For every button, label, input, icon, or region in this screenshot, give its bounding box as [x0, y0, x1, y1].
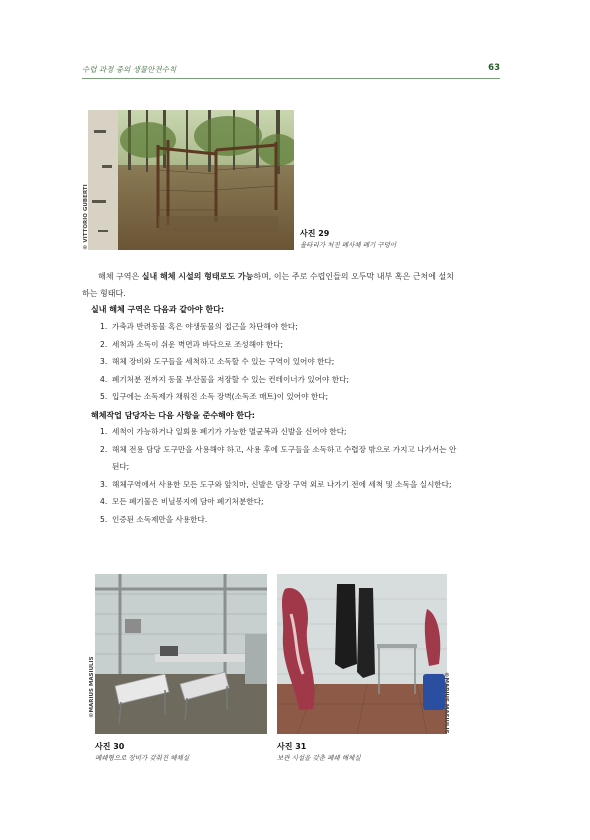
photo-31-number: 사진 31	[277, 742, 307, 751]
section-1-heading: 실내 해체 구역은 다음과 같아야 한다:	[91, 305, 225, 314]
photo-31-caption: 보관 시설을 갖춘 폐쇄 해체실	[277, 754, 361, 762]
photo-29-caption: 울타리가 처진 폐사체 폐기 구덩이	[300, 241, 397, 249]
list-item: 3. 해체구역에서 사용한 모든 도구와 앞치마, 신발은 담장 구역 외로 나가기 전에 세척 및 소독을 실시한다;	[100, 479, 452, 489]
page-header	[82, 62, 500, 78]
photo-29-credit: © VITTORIO GUBERTI	[83, 184, 89, 250]
list-item: 2. 해체 전용 담당 도구만을 사용해야 하고, 사용 후에 도구들을 소독하고 수렵장 밖으로 가지고 나가서는 안 된다;	[100, 444, 457, 471]
list-item: 1. 세척이 가능하거나 일회용 폐기가 가능한 멸균복과 신발을 신어야 한다;	[100, 427, 347, 436]
header-divider	[82, 78, 500, 79]
photo-31-storage-room	[277, 574, 447, 734]
photo-30-credit: ©MARIUS MASIULIS	[89, 656, 95, 718]
photo-29-number: 사진 29	[300, 229, 330, 238]
running-title: 수렵 과정 중의 생물안전수칙	[82, 65, 177, 74]
list-item: 4. 폐기처분 전까지 동물 부산물을 저장할 수 있는 컨테이너가 있어야 한다;	[100, 374, 350, 384]
list-item: 5. 입구에는 소독제가 채워진 소독 장벽(소독조 매트)이 있어야 한다;	[100, 392, 329, 401]
intro-text-bold: 실내 해체 시설의 형태로도 가능	[141, 272, 254, 281]
list-item: 5. 인증된 소독제만을 사용한다.	[100, 514, 208, 524]
intro-paragraph	[82, 268, 456, 302]
intro-text-pre: 해체 구역은	[98, 272, 142, 281]
section-1-list	[100, 318, 460, 406]
list-item: 1. 가축과 반려동물 혹은 야생동물의 접근을 차단해야 한다;	[100, 322, 298, 331]
photo-29-fenced-pit	[88, 110, 294, 250]
section-2-heading: 해체작업 담당자는 다음 사항을 준수해야 한다:	[91, 411, 255, 420]
page-number: 63	[488, 63, 500, 73]
list-item: 2. 세척과 소독이 쉬운 벽면과 바닥으로 조성해야 한다;	[100, 339, 284, 349]
list-item: 3. 해체 장비와 도구들을 세척하고 소독할 수 있는 구역이 있어야 한다;	[100, 357, 335, 366]
section-2-list	[100, 423, 460, 528]
photo-30-caption: 폐쇄형으로 장비가 갖춰진 해체실	[95, 754, 190, 762]
photo-31-credit: ©MARIUS MASIULIS	[443, 672, 449, 734]
photo-30-butchery-room	[95, 574, 267, 734]
list-item: 4. 모든 폐기물은 비닐봉지에 담아 폐기처분한다;	[100, 497, 264, 506]
photo-30-number: 사진 30	[95, 742, 125, 751]
intro-text-post: 하며, 이는 주로 수렵인들의 오두막 내부 혹은 근처에 설치하는 형태다.	[82, 272, 454, 298]
